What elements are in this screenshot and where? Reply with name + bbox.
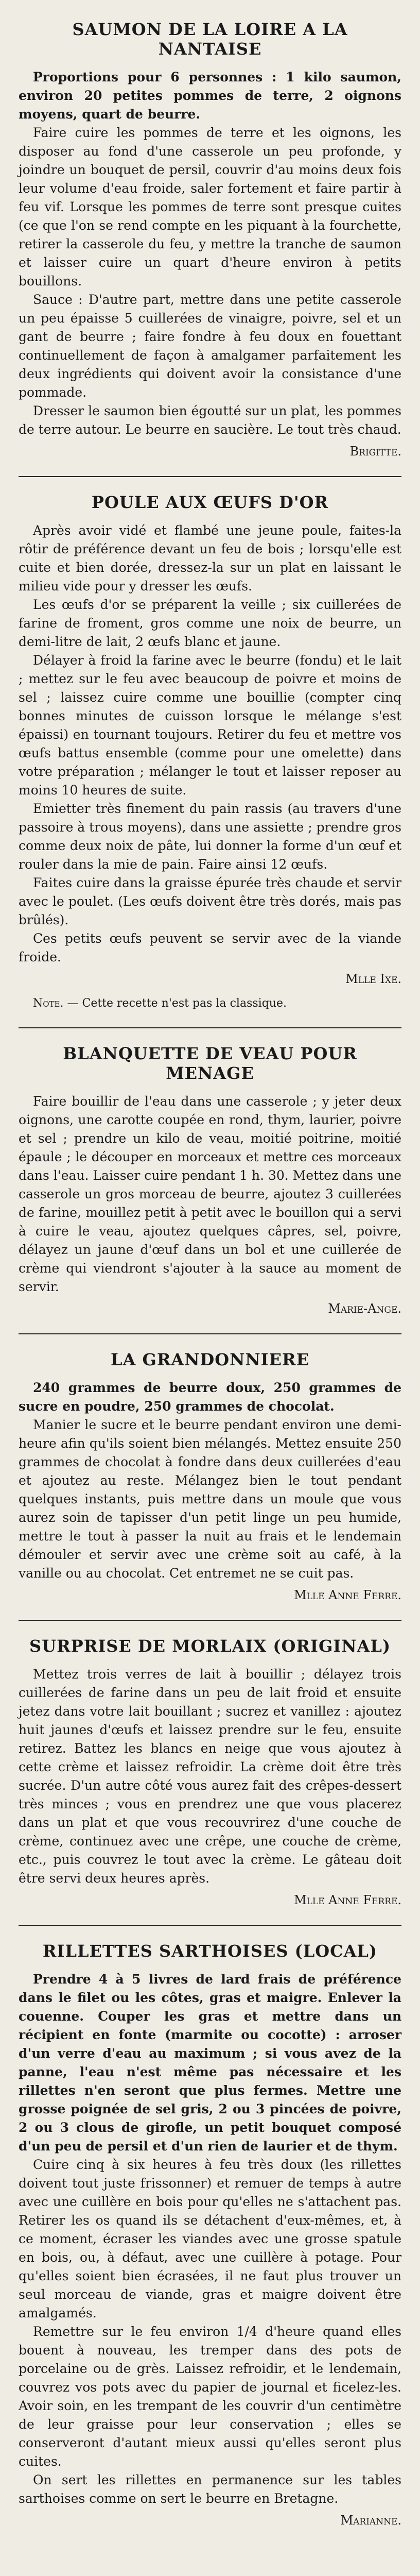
article-grandonniere	[19, 1350, 401, 1604]
article-paragraph: Délayer à froid la farine avec le beurre (fondu) et le lait ; mettez sur le feu avec beaucoup de poivre et moins de sel ; laissez cuire comme une bouillie (compter cinq bonnes minutes de cuisson lorsque le mélange s'est épaissi) en tournant toujours. Retirer du feu et mettre vos œufs battus ensemble (comme pour une omelette) dans votre préparation ; mélanger le tout et laisser reposer au moins 10 heures de suite.	[19, 653, 401, 798]
article-paragraph: Manier le sucre et le beurre pendant environ une demi-heure afin qu'ils soient bien mélangés. Mettez ensuite 250 grammes de chocolat à fondre dans deux cuillerées d'eau et ajoutez au reste. Mélangez bien le tout pendant quelques instants, puis mettre dans un moule que vous aurez soin de tapisser d'un petit linge un peu humide, mettre le tout à passer la nuit au frais et le lendemain démouler et servir avec une crème soit au café, à la vanille ou au chocolat. Cet entremet ne se cuit pas.	[19, 1417, 401, 1581]
section-divider	[19, 1027, 401, 1028]
article-signature: Marianne.	[340, 2513, 401, 2528]
article-paragraph: Cuire cinq à six heures à feu très doux (les rillettes doivent tout juste frissonner) et remuer de temps à autre avec une cuillère en bois pour qu'elles ne s'attachent pas. Retirer les os quand ils se détachent d'eux-mêmes, et, à ce moment, écraser les viandes avec une grosse spatule en bois, ou, à défaut, avec une cuillère à potage. Pour qu'elles soient bien écrasées, il ne faut plus trouver un seul morceau de viande, gras et maigre doivent être amalgamés.	[19, 2157, 401, 2320]
article-paragraph: Faire cuire les pommes de terre et les oignons, les disposer au fond d'une casserole un peu profonde, y joindre un bouquet de persil, couvrir d'au moins deux fois leur volume d'eau froide, saler fortement et faire partir à feu vif. Lorsque les pommes de terre sont presque cuites (ce que l'on se rend compte en les piquant à la fourchette, retirer la casserole du feu, y mettre la tranche de saumon et laisser cuire un quart d'heure environ à petits bouillons.	[19, 125, 401, 289]
note-label: Note.	[33, 997, 64, 1010]
article-signature: Mlle Anne Ferre.	[293, 1893, 401, 1907]
article-saumon	[19, 20, 401, 461]
article-paragraph: On sert les rillettes en permanence sur les tables sarthoises comme on sert le beurre en Bretagne.	[19, 2472, 401, 2506]
article-paragraph: Emietter très finement du pain rassis (au travers d'une passoire à trous moyens), dans une assiette ; prendre gros comme deux noix de pâte, lui donner la forme d'un œuf et rouler dans la mie de pain. Faire ainsi 12 œufs.	[19, 801, 402, 872]
article-paragraph: Mettez trois verres de lait à bouillir ; délayez trois cuillerées de farine dans un peu de lait froid et ensuite jetez dans votre lait bouillant ; sucrez et vanillez : ajoutez huit jaunes d'œufs et laissez prendre sur le feu, ensuite retirez. Battez les blancs en neige que vous ajoutez à cette crème et laissez refroidir. La crème doit être très sucrée. D'un autre côté vous aurez fait des crêpes-dessert très minces ; vous en prendrez une que vous placerez dans un plat et que vous recouvrirez d'une couche de crème, continuez avec une crêpe, une couche de crème, etc., puis couvrez le tout avec la crème. Le gâteau doit être servi deux heures après.	[19, 1667, 401, 1886]
article-paragraph: Sauce : D'autre part, mettre dans une petite casserole un peu épaisse 5 cuillerées de vinaigre, poivre, sel et un gant de beurre ; faire fondre à feu doux en fouettant continuellement de façon à amalgamer parfaitement les deux ingrédients qui doivent avoir la consistance d'une pommade.	[19, 292, 401, 400]
section-divider	[19, 1925, 401, 1926]
article-paragraph: Ces petits œufs peuvent se servir avec de la viande froide.	[19, 931, 401, 964]
article-paragraph: Proportions pour 6 personnes : 1 kilo saumon, environ 20 petites pommes de terre, 2 oignons moyens, quart de beurre.	[19, 70, 401, 122]
article-blanquette	[19, 1044, 401, 1318]
article-signature: Marie-Ange.	[328, 1301, 401, 1316]
article-paragraph: Faites cuire dans la graisse épurée très chaude et servir avec le poulet. (Les œufs doivent être très dorés, mais pas brûlés).	[19, 875, 401, 927]
article-title: RILLETTES SARTHOISES (LOCAL)	[42, 1941, 378, 1961]
article-paragraph: Les œufs d'or se préparent la veille ; six cuillerées de farine de froment, gros comme une noix de beurre, un demi-litre de lait, 2 œufs blanc et jaune.	[19, 597, 401, 649]
article-surprise-morlaix	[19, 1636, 401, 1909]
article-note	[19, 995, 401, 1012]
article-paragraph: Remettre sur le feu environ 1/4 d'heure quand elles bouent à nouveau, les tremper dans des pots de porcelaine ou de grès. Laissez refroidir, et le lendemain, couvrez vos pots avec du papier de journal et ficelez-les. Avoir soin, en les trempant de les couvrir d'un centimètre de leur graisse pour leur conservation ; elles se conserveront d'autant mieux aussi qu'elles seront plus cuites.	[19, 2324, 401, 2469]
article-paragraph: Faire bouillir de l'eau dans une casserole ; y jeter deux oignons, une carotte coupée en rond, thym, laurier, poivre et sel ; prendre un kilo de veau, moitié poitrine, moitié épaule ; le découper en morceaux et mettre ces morceaux dans l'eau. Laisser cuire pendant 1 h. 30. Mettez dans une casserole un gros morceau de beurre, ajoutez 3 cuillerées de farine, mouillez petit à petit avec le bouillon qui a servi à cuire le veau, ajoutez quelques câpres, sel, poivre, délayez un jaune d'œuf dans un bol et une cuillerée de crème qui viendront s'ajouter à la sauce au moment de servir.	[19, 1094, 401, 1294]
section-divider	[19, 1333, 401, 1334]
article-paragraph: 240 grammes de beurre doux, 250 grammes de sucre en poudre, 250 grammes de chocolat.	[19, 1380, 401, 1414]
note-text: — Cette recette n'est pas la classique.	[67, 997, 287, 1010]
article-poule	[19, 493, 401, 1012]
article-signature: Brigitte.	[349, 444, 401, 459]
article-paragraph: Dresser le saumon bien égoutté sur un plat, les pommes de terre autour. Le beurre en saucière. Le tout très chaud.	[19, 403, 401, 437]
article-paragraph: Prendre 4 à 5 livres de lard frais de préférence dans le filet ou les côtes, gras et maigre. Enlever la couenne. Couper les gras et mettre dans un récipient en fonte (marmite ou cocotte) : arroser d'un verre d'eau au maximum ; si vous avez de la panne, l'eau n'est même pas nécessaire et les rillettes n'en seront que plus fermes. Mettre une grosse poignée de sel gris, 2 ou 3 pincées de poivre, 2 ou 3 clous de girofle, un petit bouquet composé d'un peu de persil et d'un rien de laurier et de thym.	[19, 1972, 401, 2154]
article-title: BLANQUETTE DE VEAU POUR MENAGE	[63, 1044, 357, 1083]
article-title: SAUMON DE LA LOIRE A LA NANTAISE	[72, 20, 348, 59]
article-title: POULE AUX ŒUFS D'OR	[91, 493, 329, 512]
article-title: SURPRISE DE MORLAIX (ORIGINAL)	[29, 1636, 391, 1656]
article-signature: Mlle Anne Ferre.	[293, 1588, 401, 1602]
section-divider	[19, 1620, 401, 1621]
section-divider	[19, 476, 401, 477]
article-rillettes	[19, 1941, 401, 2530]
article-paragraph: Après avoir vidé et flambé une jeune poule, faites-la rôtir de préférence devant un feu de bois ; lorsqu'elle est cuite et bien dorée, dressez-la sur un plat en laissant le milieu vide pour y dresser les œufs.	[19, 523, 401, 594]
article-title: LA GRANDONNIERE	[111, 1350, 309, 1369]
article-signature: Mlle Ixe.	[345, 972, 401, 986]
